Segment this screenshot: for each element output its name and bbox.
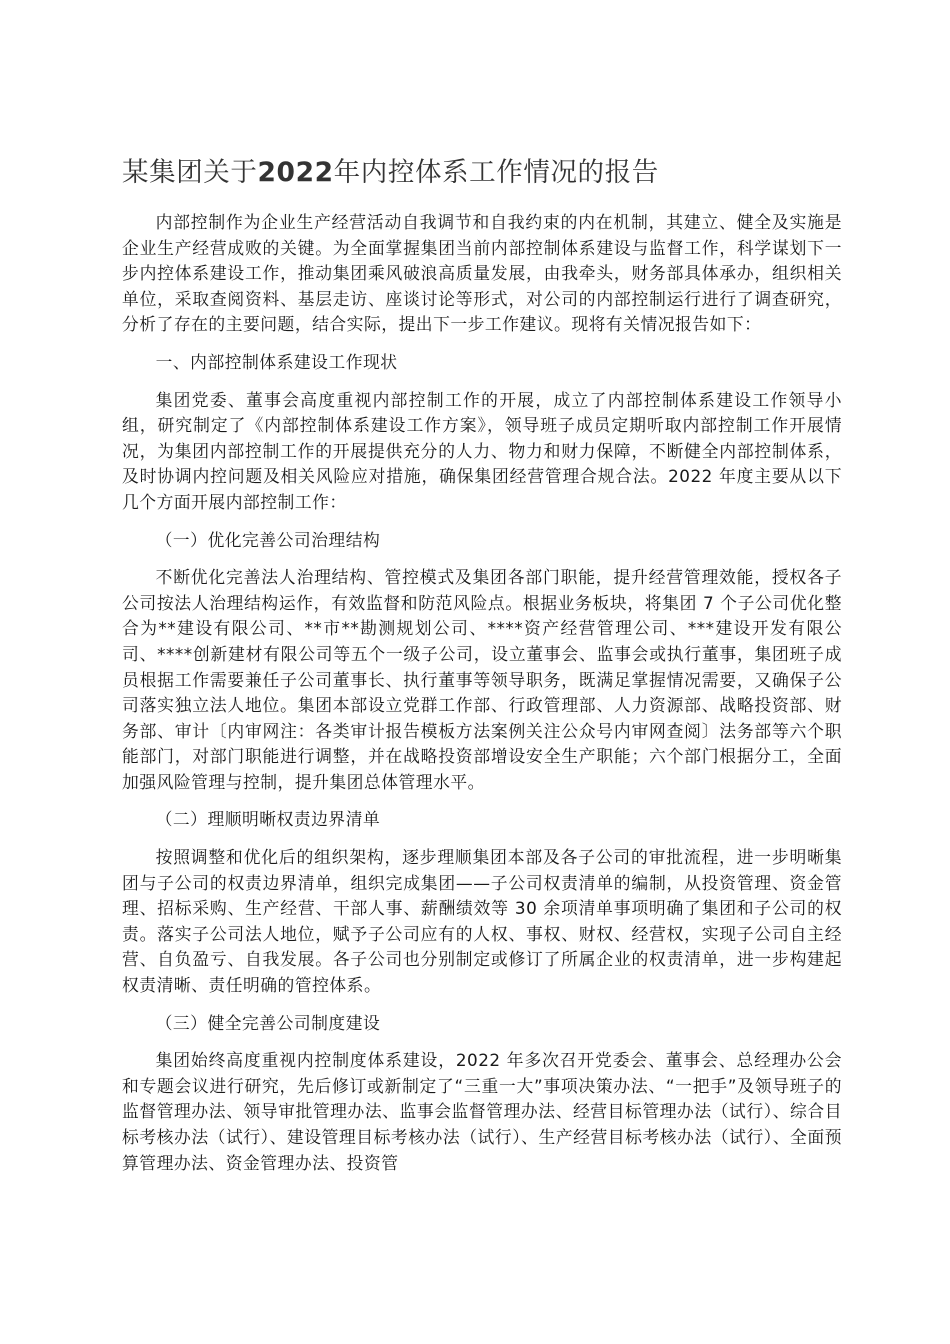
subsection-1-paragraph: 不断优化完善法人治理结构、管控模式及集团各部门职能，提升经营管理效能，授权各子公司按法人治理结构运作，有效监督和防范风险点。根据业务板块，将集团 7 个子公司优化整合为**建设有限公司、**市**勘测规划公司、****资产经营管理公司、***建设开发有限公司、****创新建材有限公司等五个一级子公司，设立董事会、监事会或执行董事，集团班子成员根据工作需要兼任子公司董事长、执行董事等领导职务，既满足掌握情况需要，又确保子公司落实独立法人地位。集团本部设立党群工作部、行政管理部、人力资源部、战略投资部、财务部、审计〔内审网注：各类审计报告模板方法案例关注公众号内审网查阅〕法务部等六个职能部门，对部门职能进行调整，并在战略投资部增设安全生产职能；六个部门根据分工，全面加强风险管理与控制，提升集团总体管理水平。	[122, 567, 842, 792]
subsection-3-paragraph: 集团始终高度重视内控制度体系建设，2022 年多次召开党委会、董事会、总经理办公会和专题会议进行研究，先后修订或新制定了“三重一大”事项决策办法、“一把手”及领导班子的监督管理办法、领导审批管理办法、监事会监督管理办法、经营目标管理办法（试行）、综合目标考核办法（试行）、建设管理目标考核办法（试行）、生产经营目标考核办法（试行）、全面预算管理办法、资金管理办法、投资管	[122, 1050, 842, 1173]
document-title	[122, 155, 842, 191]
subsection-heading-3: （三）健全完善公司制度建设	[155, 1012, 381, 1033]
section-heading-1: 一、内部控制体系建设工作现状	[155, 351, 398, 372]
subsection-heading-1: （一）优化完善公司治理结构	[155, 529, 381, 550]
title-prefix: 某集团关于	[122, 157, 258, 188]
section-1-paragraph: 集团党委、董事会高度重视内部控制工作的开展，成立了内部控制体系建设工作领导小组，研究制定了《内部控制体系建设工作方案》，领导班子成员定期听取内部控制工作开展情况，为集团内部控制工作的开展提供充分的人力、物力和财力保障，不断健全内部控制体系，及时协调内控问题及相关风险应对措施，确保集团经营管理合规合法。2022 年度主要从以下几个方面开展内部控制工作：	[122, 389, 842, 512]
title-year: 2022	[257, 157, 334, 188]
document-body	[122, 210, 842, 1188]
subsection-heading-2: （二）理顺明晰权责边界清单	[155, 809, 381, 830]
intro-paragraph: 内部控制作为企业生产经营活动自我调节和自我约束的内在机制，其建立、健全及实施是企业生产经营成败的关键。为全面掌握集团当前内部控制体系建设与监督工作，科学谋划下一步内控体系建设工作，推动集团乘风破浪高质量发展，由我牵头，财务部具体承办，组织相关单位，采取查阅资料、基层走访、座谈讨论等形式，对公司的内部控制运行进行了调查研究，分析了存在的主要问题，结合实际，提出下一步工作建议。现将有关情况报告如下：	[122, 212, 842, 335]
title-suffix: 年内控体系工作情况的报告	[333, 157, 659, 188]
subsection-2-paragraph: 按照调整和优化后的组织架构，逐步理顺集团本部及各子公司的审批流程，进一步明晰集团与子公司的权责边界清单，组织完成集团——子公司权责清单的编制，从投资管理、资金管理、招标采购、生产经营、干部人事、薪酬绩效等 30 余项清单事项明确了集团和子公司的权责。落实子公司法人地位，赋予子公司应有的人权、事权、财权、经营权，实现子公司自主经营、自负盈亏、自我发展。各子公司也分别制定或修订了所属企业的权责清单，进一步构建起权责清晰、责任明确的管控体系。	[122, 847, 842, 996]
